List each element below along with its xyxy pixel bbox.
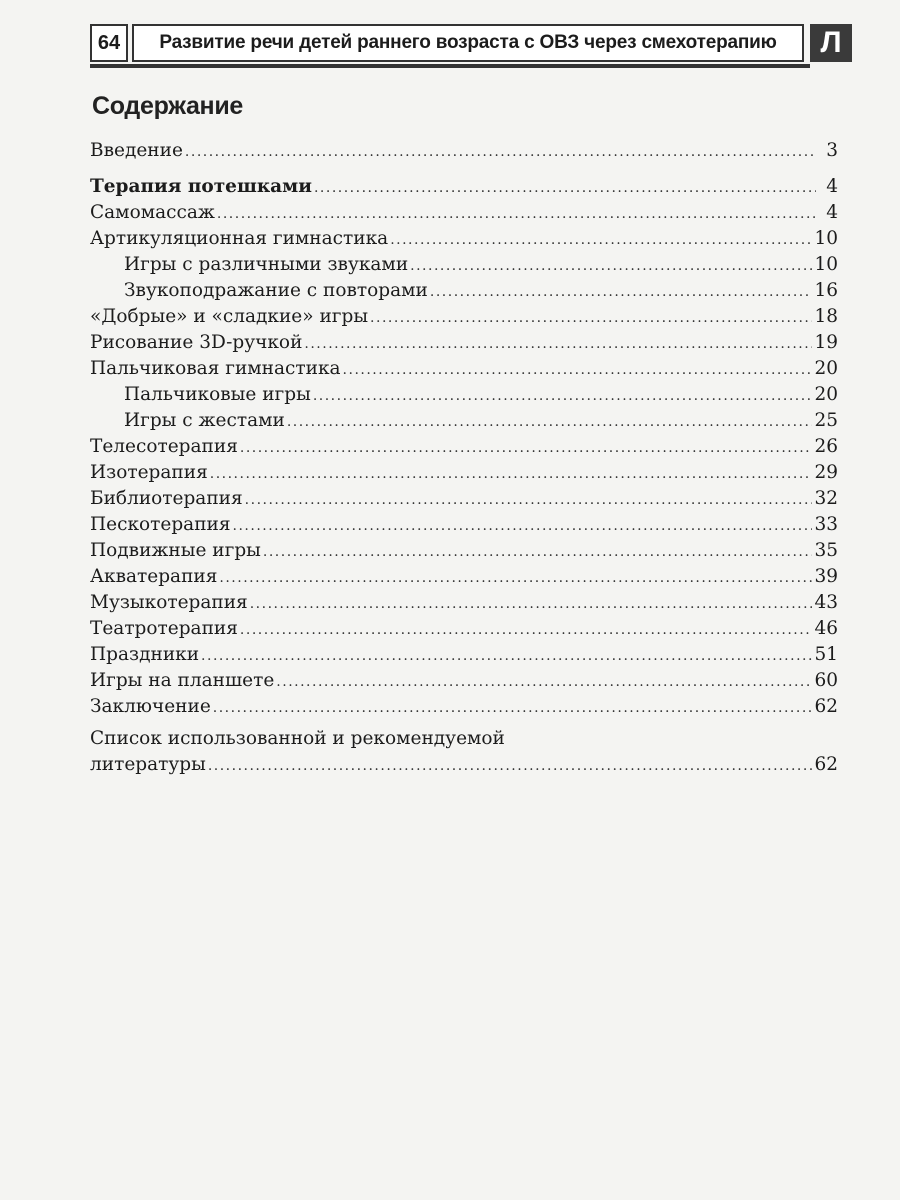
toc-entry[interactable] (90, 642, 838, 668)
toc-entry-page: 33 (814, 514, 838, 535)
toc-entry-label-line1: Список использованной и рекомендуемой (90, 728, 505, 749)
dot-leader (276, 669, 812, 695)
toc-entry-page: 4 (826, 176, 838, 197)
toc-subentry[interactable] (90, 278, 838, 304)
dot-leader (245, 487, 813, 513)
toc-entry-label: Игры с различными звуками (124, 254, 409, 275)
toc-entry-page: 19 (814, 332, 838, 353)
toc-entry[interactable] (90, 590, 838, 616)
toc-entry-label: Игры с жестами (124, 410, 285, 431)
toc-entry-label: Акватерапия (90, 566, 218, 587)
dot-leader (185, 139, 816, 165)
toc-entry-label: Игры на планшете (90, 670, 275, 691)
toc-entry-label: Заключение (90, 696, 211, 717)
dot-leader (240, 435, 813, 461)
toc-entry-label: Изотерапия (90, 462, 208, 483)
toc-entry-page: 43 (814, 592, 838, 613)
dot-leader (250, 591, 813, 617)
toc-entry-page: 46 (814, 618, 838, 639)
dot-leader (314, 175, 816, 201)
toc-entry-page: 20 (814, 384, 838, 405)
toc-entry-page: 4 (826, 202, 838, 223)
dot-leader (233, 513, 813, 539)
toc-entry[interactable] (90, 434, 838, 460)
toc-entry[interactable] (90, 138, 838, 164)
toc-entry-page: 62 (814, 754, 838, 775)
dot-leader (287, 409, 813, 435)
page-header (90, 24, 852, 64)
toc-entry-label: Театротерапия (90, 618, 238, 639)
toc-entry-page: 29 (814, 462, 838, 483)
toc-entry-label: Библиотерапия (90, 488, 243, 509)
dot-leader (304, 331, 812, 357)
toc-entry-page: 16 (814, 280, 838, 301)
dot-leader (219, 565, 812, 591)
table-of-contents (90, 138, 838, 778)
toc-entry-label: Пальчиковые игры (124, 384, 311, 405)
toc-entry-page: 26 (814, 436, 838, 457)
toc-entry[interactable] (90, 200, 838, 226)
toc-entry[interactable] (90, 460, 838, 486)
dot-leader (370, 305, 812, 331)
toc-entry-page: 39 (814, 566, 838, 587)
toc-entry-page: 32 (814, 488, 838, 509)
dot-leader (390, 227, 812, 253)
toc-title: Содержание (92, 92, 244, 120)
toc-subentry[interactable] (90, 252, 838, 278)
toc-entry-page: 3 (826, 140, 838, 161)
dot-leader (263, 539, 813, 565)
toc-entry[interactable] (90, 330, 838, 356)
toc-entry[interactable] (90, 726, 838, 778)
toc-entry[interactable] (90, 616, 838, 642)
toc-entry[interactable] (90, 512, 838, 538)
toc-entry-page: 35 (814, 540, 838, 561)
dot-leader (201, 643, 812, 669)
toc-entry-page: 62 (814, 696, 838, 717)
toc-entry-label: Музыкотерапия (90, 592, 248, 613)
section-badge: Л (810, 24, 852, 62)
toc-entry-page: 25 (814, 410, 838, 431)
toc-entry-label: Самомассаж (90, 202, 215, 223)
toc-entry-label: Рисование 3D-ручкой (90, 332, 303, 353)
toc-entry[interactable] (90, 538, 838, 564)
running-title: Развитие речи детей раннего возраста с ОВЗ через смехотерапию (132, 24, 804, 62)
dot-leader (313, 383, 813, 409)
toc-entry-label: Терапия потешками (90, 176, 312, 197)
dot-leader (217, 201, 816, 227)
toc-entry-page: 18 (814, 306, 838, 327)
toc-entry-label: Артикуляционная гимнастика (90, 228, 389, 249)
dot-leader (210, 461, 813, 487)
toc-entry[interactable] (90, 304, 838, 330)
toc-entry[interactable] (90, 486, 838, 512)
toc-entry[interactable] (90, 356, 838, 382)
dot-leader (343, 357, 813, 383)
toc-entry[interactable] (90, 564, 838, 590)
toc-entry-page: 10 (814, 228, 838, 249)
dot-leader (410, 253, 812, 279)
toc-subentry[interactable] (90, 382, 838, 408)
toc-entry[interactable] (90, 226, 838, 252)
dot-leader (208, 753, 813, 779)
toc-entry-label: Подвижные игры (90, 540, 261, 561)
toc-entry-label: Пескотерапия (90, 514, 231, 535)
toc-entry-label: Звукоподражание с повторами (124, 280, 428, 301)
toc-entry-label: Введение (90, 140, 183, 161)
page-number: 64 (90, 24, 128, 62)
toc-entry-page: 10 (814, 254, 838, 275)
dot-leader (213, 695, 813, 721)
toc-entry-label: Телесотерапия (90, 436, 238, 457)
toc-entry-page: 20 (814, 358, 838, 379)
toc-entry-label: Праздники (90, 644, 200, 665)
dot-leader (430, 279, 813, 305)
dot-leader (240, 617, 813, 643)
toc-entry[interactable] (90, 668, 838, 694)
toc-subentry[interactable] (90, 408, 838, 434)
toc-entry[interactable] (90, 694, 838, 720)
toc-entry-page: 60 (814, 670, 838, 691)
toc-entry-label: Пальчиковая гимнастика (90, 358, 341, 379)
toc-entry-label-line2: литературы (90, 754, 206, 775)
header-rule (90, 64, 810, 68)
toc-entry-label: «Добрые» и «сладкие» игры (90, 306, 369, 327)
toc-entry-page: 51 (814, 644, 838, 665)
toc-entry[interactable] (90, 174, 838, 200)
